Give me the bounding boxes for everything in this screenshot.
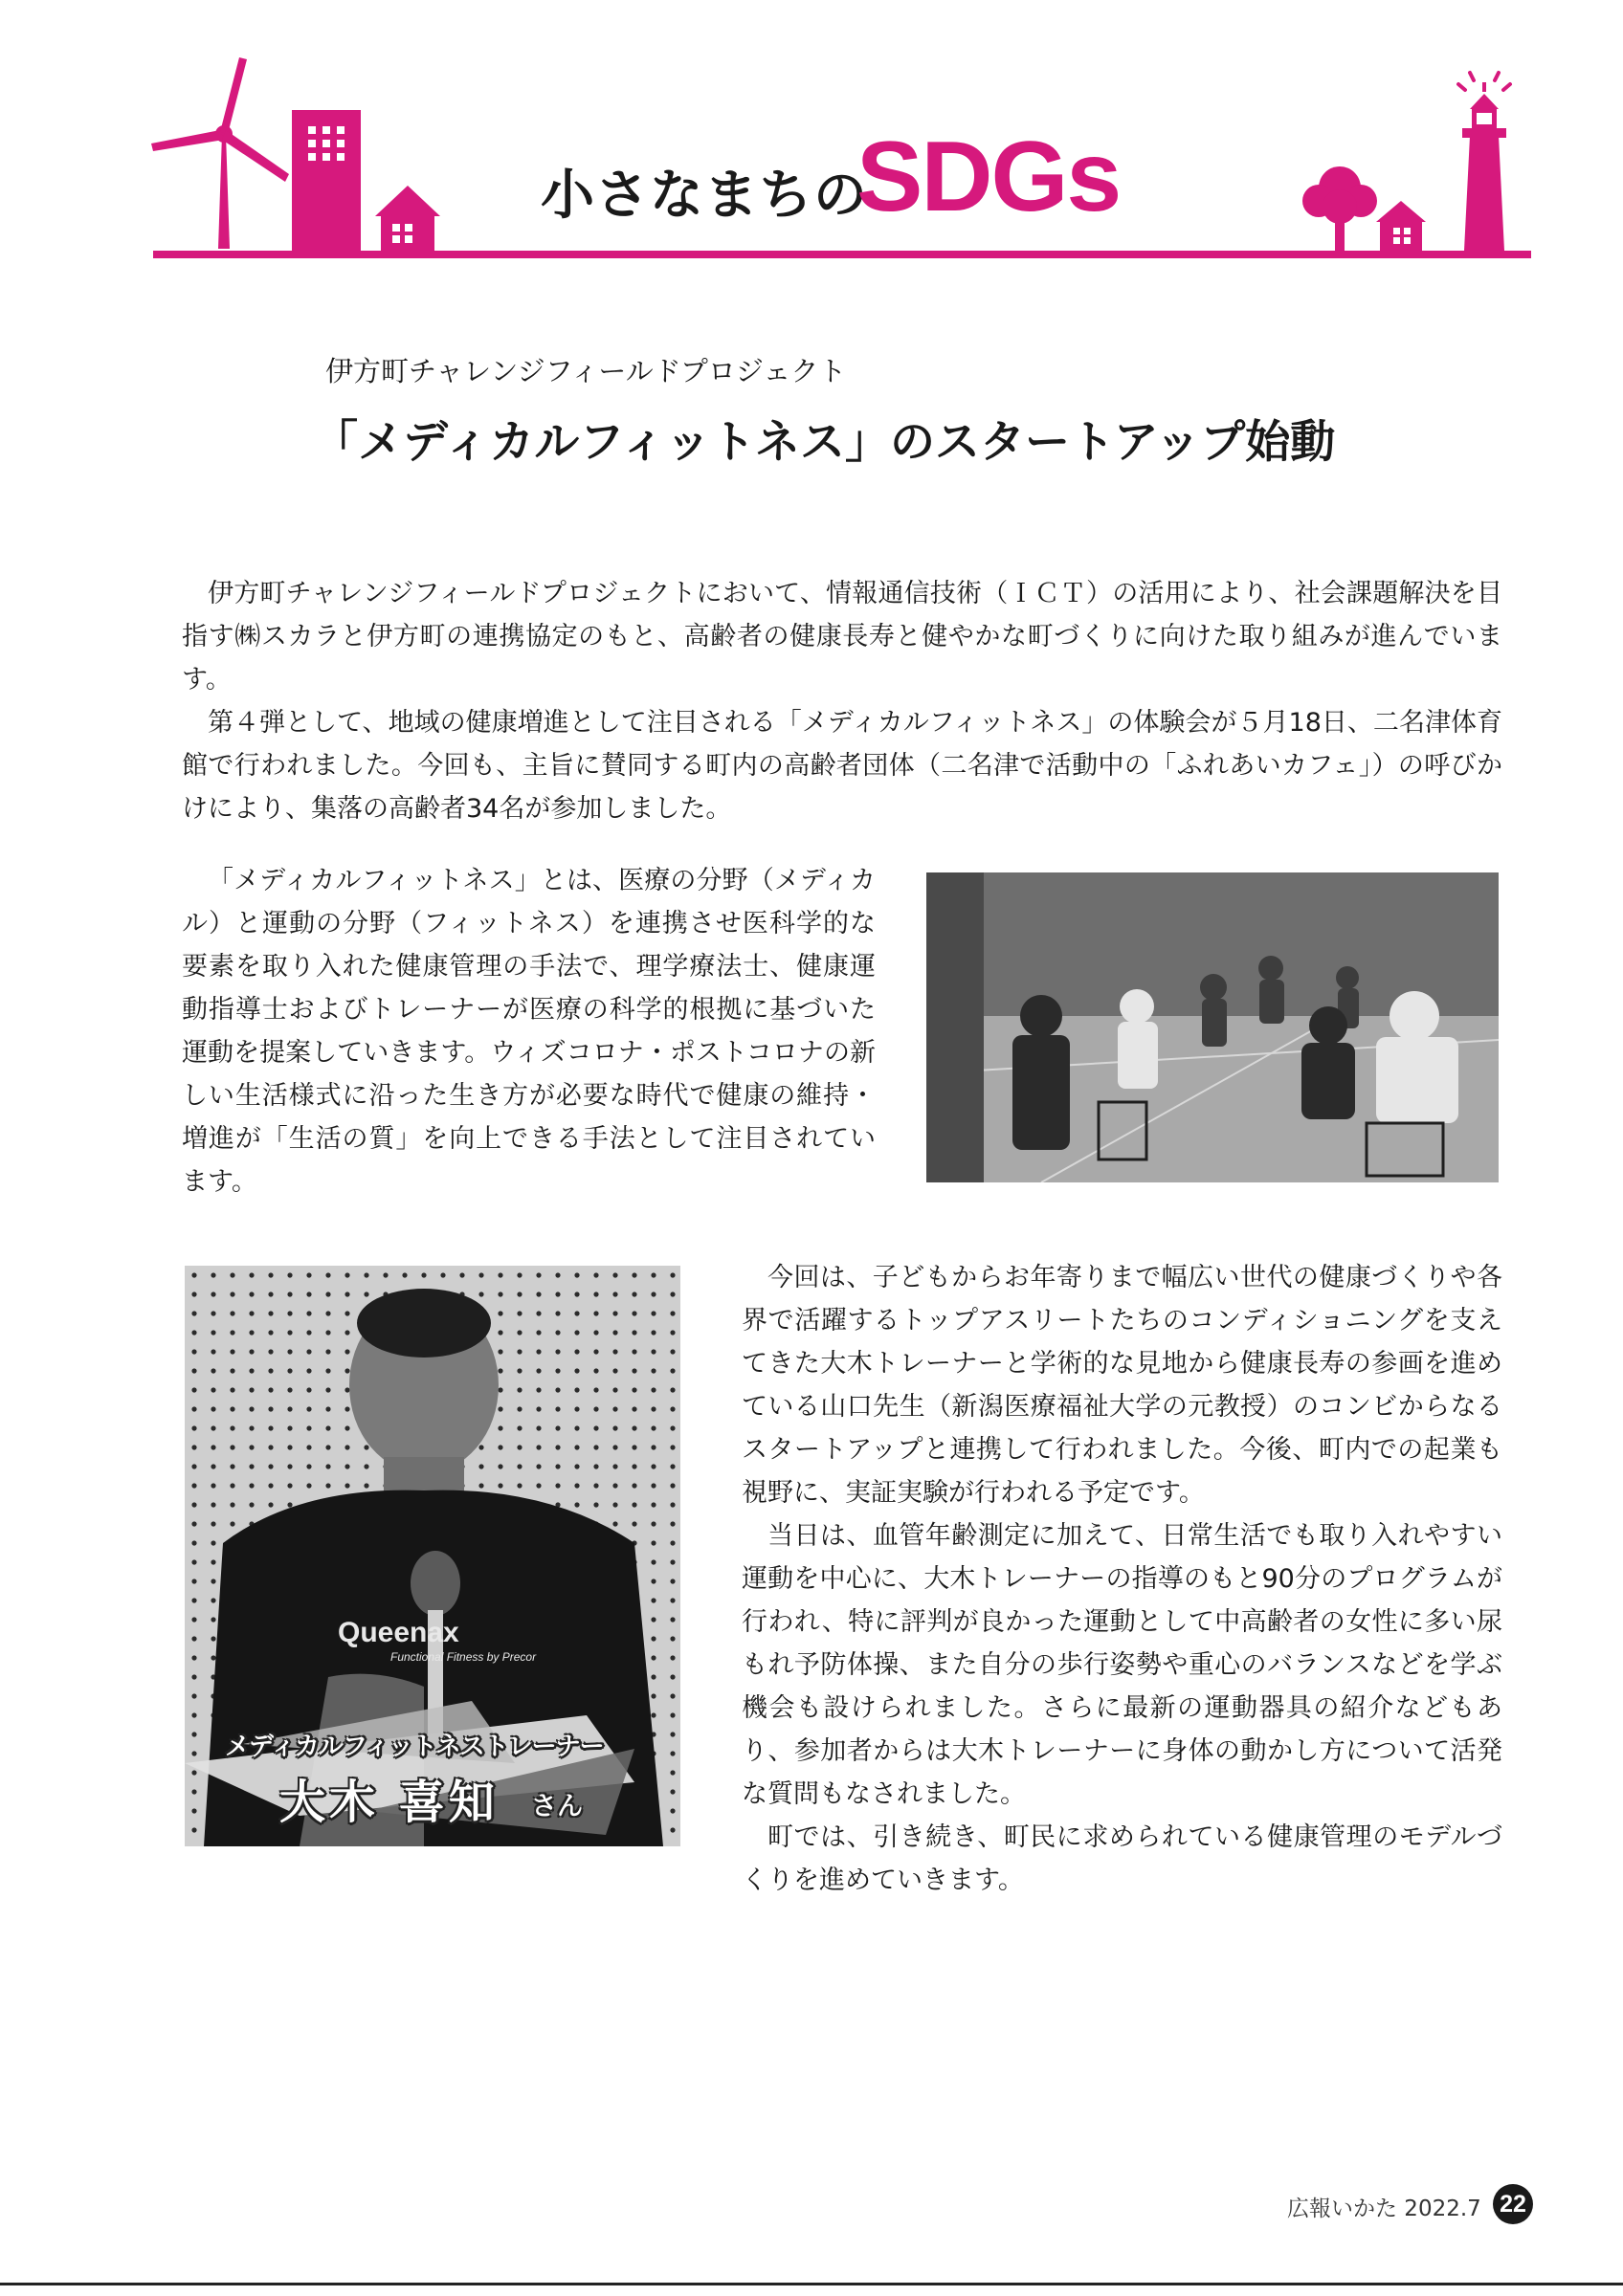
intro-text-block: [182, 572, 1502, 830]
house-icon-right: [1376, 201, 1426, 251]
header-illustration: [0, 0, 1623, 277]
right-paragraph-3: 町では、引き続き、町民に求められている健康管理のモデルづくりを進めていきます。: [742, 1822, 1502, 1895]
page-number: 22: [1493, 2184, 1533, 2224]
intro-paragraph-1: 伊方町チャレンジフィールドプロジェクトにおいて、情報通信技術（ＩＣＴ）の活用により、社会課題解決を目指す㈱スカラと伊方町の連携協定のもと、高齢者の健康長寿と健やかな町づくりに向けた取り組みが進んでいます。: [182, 579, 1502, 695]
wind-turbine-icon: [151, 57, 289, 249]
right-column-text: [742, 1256, 1502, 1902]
bottom-rule: [0, 2283, 1623, 2285]
article-headline: 「メディカルフィットネス」のスタートアップ始動: [313, 416, 1336, 469]
caption-role: メディカルフィットネストレーナー: [225, 1733, 604, 1761]
medical-fitness-block: [182, 859, 876, 1203]
lighthouse-icon: [1462, 82, 1506, 251]
right-paragraph-1: 今回は、子どもからお年寄りまで幅広い世代の健康づくりや各界で活躍するトップアスリートたちのコンディショニングを支えてきた大木トレーナーと学術的な見地から健康長寿の参画を進めている山口先生（新潟医療福祉大学の元教授）のコンビからなるスタートアップと連携して行われました。今後、町内での起業も視野に、実証実験が行われる予定です。: [742, 1263, 1502, 1508]
article-kicker: 伊方町チャレンジフィールドプロジェクト: [325, 355, 847, 387]
shirt-logo-subtext: Functional Fitness by Precor: [390, 1650, 537, 1664]
medical-fitness-paragraph: 「メディカルフィットネス」とは、医療の分野（メディカル）と運動の分野（フィットネス）を連携させ医科学的な要素を取り入れた健康管理の手法で、理学療法士、健康運動指導士およびトレーナーが医療の科学的根拠に基づいた運動を提案していきます。ウィズコロナ・ポストコロナの新しい生活様式に沿った生き方が必要な時代で健康の維持・増進が「生活の質」を向上できる手法として注目されています。: [182, 866, 876, 1197]
right-paragraph-2: 当日は、血管年齢測定に加えて、日常生活でも取り入れやすい運動を中心に、大木トレーナーの指導のもと90分のプログラムが行われ、特に評判が良かった運動として中高齢者の女性に多い尿もれ予防体操、また自分の歩行姿勢や重心のバランスなどを学ぶ機会も設けられました。さらに最新の運動器具の紹介などもあり、参加者からは大木トレーナーに身体の動かし方について活発な質問もなされました。: [742, 1521, 1502, 1809]
caption-honorific: さん: [531, 1792, 583, 1821]
header-title-prefix: 小さなまちの: [541, 165, 868, 227]
shirt-logo-text: Queenax: [338, 1617, 459, 1648]
caption-name: 大木 喜知: [279, 1776, 499, 1829]
header-title-sdgs: SDGs: [856, 121, 1121, 232]
footer-publication: 広報いかた 2022.7: [1287, 2197, 1481, 2221]
exercise-session-photo: [926, 872, 1499, 1182]
ground-line: [153, 251, 1531, 258]
tree-icon: [1302, 166, 1377, 251]
intro-paragraph-2: 第４弾として、地域の健康増進として注目される「メディカルフィットネス」の体験会が５月18日、二名津体育館で行われました。今回も、主旨に賛同する町内の高齢者団体（二名津で活動中の「ふれあいカフェ」）の呼びかけにより、集落の高齢者34名が参加しました。: [182, 708, 1502, 824]
